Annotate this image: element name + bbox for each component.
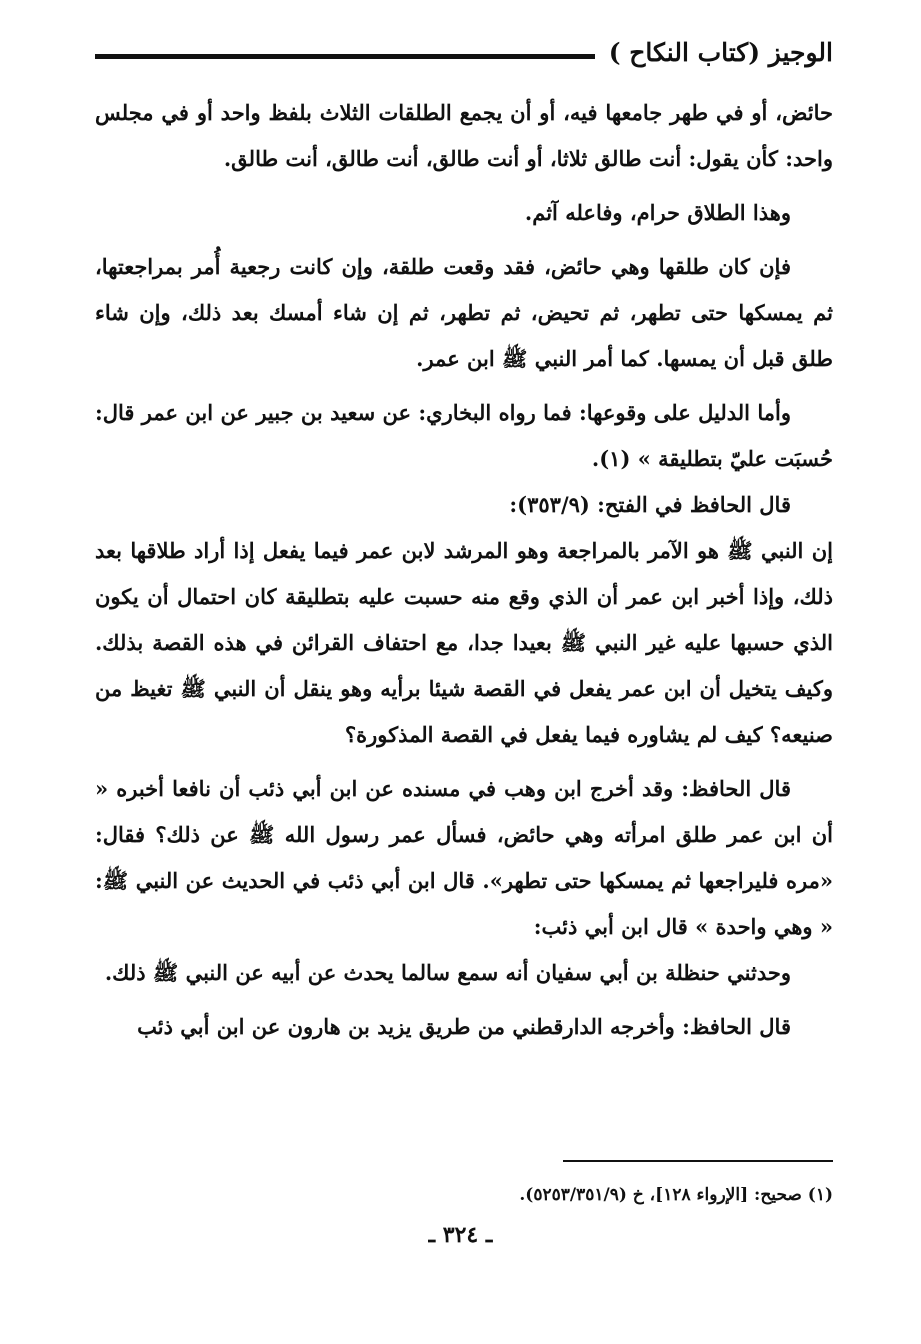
paragraph-6: إن النبي ﷺ هو الآمر بالمراجعة وهو المرشد لابن عمر فيما يفعل إذا أراد طلاقها بعد ذلك، وإذا أخبر ابن عمر أن الذي وقع منه حسبت عليه بتطليقة كان احتمال أن يكون الذي حسبها عليه غير النبي ﷺ بعيدا جدا، مع احتفاف القرائن في هذه القصة بذلك. وكيف يتخيل أن ابن عمر يفعل في القصة شيئا برأيه وهو ينقل أن النبي ﷺ تغيظ من صنيعه؟ كيف لم يشاوره فيما يفعل في القصة المذكورة؟: [95, 538, 833, 747]
footnote: (١) صحيح: [الإرواء ١٢٨]، خ (٥٢٥٣/٣٥١/٩).: [519, 1185, 833, 1205]
footnote-rule: [563, 1160, 833, 1162]
paragraph-5: قال الحافظ في الفتح: (٣٥٣/٩):: [509, 492, 791, 517]
header-rule: [95, 54, 595, 59]
paragraph-1: حائض، أو في طهر جامعها فيه، أو أن يجمع الطلقات الثلاث بلفظ واحد أو في مجلس واحد: كأن يقول: أنت طالق ثلاثا، أو أنت طالق، أنت طالق، أنت طالق.: [95, 100, 833, 171]
paragraph-8: وحدثني حنظلة بن أبي سفيان أنه سمع سالما يحدث عن أبيه عن النبي ﷺ ذلك.: [104, 960, 791, 985]
paragraph-9: قال الحافظ: وأخرجه الدارقطني من طريق يزيد بن هارون عن ابن أبي ذئب: [137, 1014, 791, 1039]
running-header: [95, 32, 833, 72]
main-text: [95, 90, 833, 1050]
paragraph-2: وهذا الطلاق حرام، وفاعله آثم.: [524, 200, 791, 225]
paragraph-4: وأما الدليل على وقوعها: فما رواه البخاري: عن سعيد بن جبير عن ابن عمر قال: حُسبَت عليّ بتطليقة » (١).: [95, 400, 833, 471]
paragraph-3: فإن كان طلقها وهي حائض، فقد وقعت طلقة، وإن كانت رجعية أُمر بمراجعتها، ثم يمسكها حتى تطهر، ثم تحيض، ثم تطهر، ثم إن شاء أمسك بعد ذلك، وإن شاء طلق قبل أن يمسها. كما أمر النبي ﷺ ابن عمر.: [95, 254, 833, 371]
header-title: الوجيز (كتاب النكاح ): [608, 37, 833, 67]
paragraph-7: قال الحافظ: وقد أخرج ابن وهب في مسنده عن ابن أبي ذئب أن نافعا أخبره « أن ابن عمر طلق امرأته وهي حائض، فسأل عمر رسول الله ﷺ عن ذلك؟ فقال: «مره فليراجعها ثم يمسكها حتى تطهر». قال ابن أبي ذئب في الحديث عن النبي ﷺ: « وهي واحدة » قال ابن أبي ذئب:: [95, 776, 833, 939]
page-number: ـ ٣٢٤ ـ: [428, 1222, 493, 1248]
